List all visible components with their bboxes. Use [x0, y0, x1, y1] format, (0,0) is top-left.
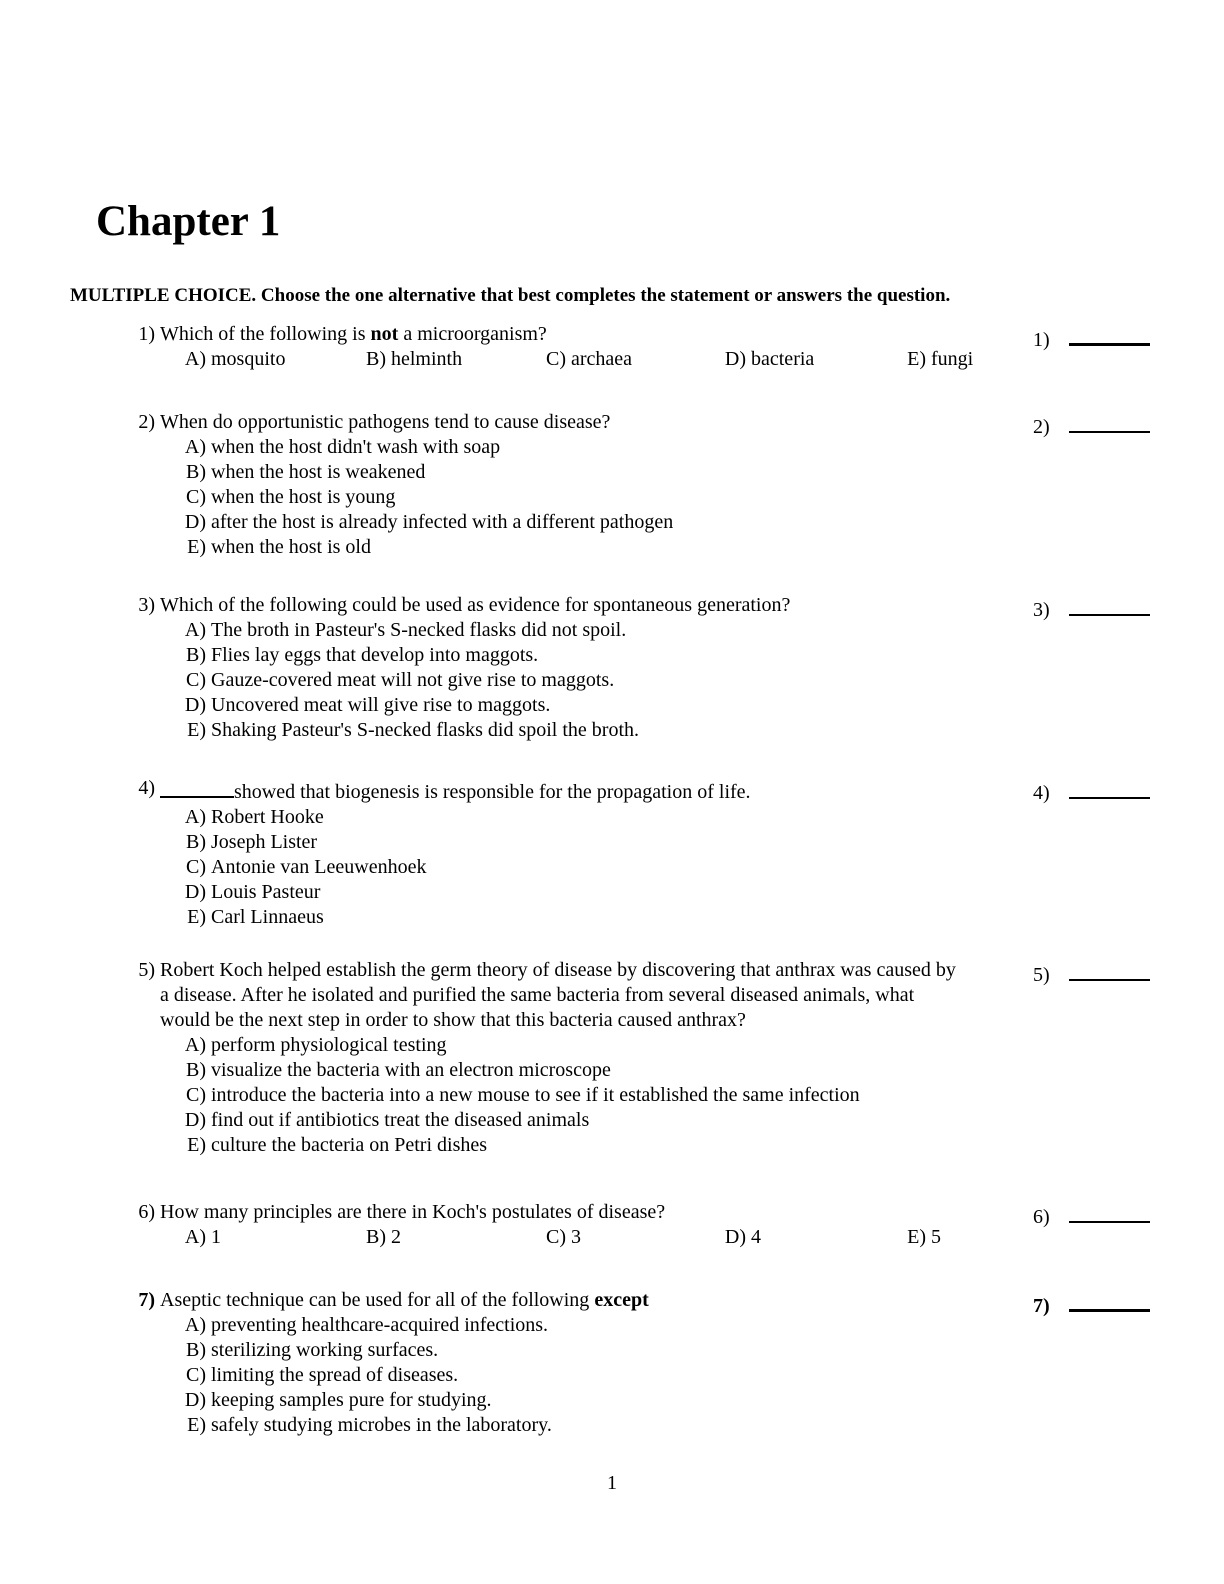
option-text: Robert Hooke: [211, 806, 324, 828]
stem-text: a microorganism?: [398, 323, 547, 345]
option-item: [182, 1388, 1224, 1413]
answer-number: 4): [1033, 782, 1050, 804]
options-column: [182, 1033, 1224, 1158]
answer-slot: [1033, 595, 1150, 623]
option-label: D): [184, 511, 206, 533]
option-text: bacteria: [751, 348, 815, 370]
stem-text: How many principles are there in Koch's postulates of disease?: [160, 1201, 666, 1223]
option-item: [722, 347, 902, 372]
option-label: A): [184, 1314, 206, 1336]
option-item: [182, 1083, 1224, 1108]
stem-text: showed that biogenesis is responsible for the propagation of life.: [234, 781, 751, 803]
answer-number: 2): [1033, 416, 1050, 438]
option-label: E): [187, 906, 206, 928]
option-text: visualize the bacteria with an electron microscope: [211, 1059, 611, 1081]
stem-text: would be the next step in order to show that this bacteria caused anthrax?: [160, 1009, 746, 1031]
answer-slot: [1033, 412, 1150, 440]
option-text: fungi: [931, 348, 974, 370]
option-item: [182, 485, 1224, 510]
option-text: Flies lay eggs that develop into maggots.: [211, 644, 539, 666]
answer-slot: [1033, 778, 1150, 806]
option-label: D): [724, 348, 746, 370]
option-text: sterilizing working surfaces.: [211, 1339, 439, 1361]
page-title: Chapter 1: [96, 198, 281, 245]
option-item: [182, 805, 1224, 830]
stem-text-bold: except: [594, 1289, 649, 1311]
option-label: B): [186, 831, 206, 853]
option-text: perform physiological testing: [211, 1034, 447, 1056]
answer-blank-line: [1069, 778, 1150, 799]
option-text: preventing healthcare-acquired infections.: [211, 1314, 549, 1336]
answer-number: 1): [1033, 329, 1050, 351]
answer-blank-line: [1069, 412, 1150, 433]
question-number: 4): [138, 777, 155, 799]
option-text: when the host is old: [211, 536, 371, 558]
option-label: A): [184, 619, 206, 641]
question-number: 1): [138, 323, 155, 345]
option-text: 5: [931, 1226, 941, 1248]
question-1: [0, 322, 1224, 372]
instructions-text: MULTIPLE CHOICE. Choose the one alternative that best completes the statement or answers the question.: [70, 285, 951, 306]
option-text: mosquito: [211, 348, 286, 370]
options-column: [182, 618, 1224, 743]
option-label: A): [184, 348, 206, 370]
option-label: E): [187, 536, 206, 558]
options-column: [182, 435, 1224, 560]
option-label: D): [184, 694, 206, 716]
option-text: 1: [211, 1226, 221, 1248]
page-number: 1: [607, 1472, 617, 1494]
answer-number: 3): [1033, 599, 1050, 621]
option-text: safely studying microbes in the laboratory.: [211, 1414, 552, 1436]
option-label: E): [187, 719, 206, 741]
option-text: keeping samples pure for studying.: [211, 1389, 492, 1411]
option-text: when the host is young: [211, 486, 396, 508]
option-text: 2: [391, 1226, 401, 1248]
option-item: [542, 1225, 722, 1250]
stem-text: When do opportunistic pathogens tend to cause disease?: [160, 411, 611, 433]
option-item: [182, 1225, 362, 1250]
stem-line: [160, 1008, 1224, 1033]
stem-text: a disease. After he isolated and purified the same bacteria from several diseased animals, what: [160, 984, 915, 1006]
answer-blank-line: [1069, 324, 1150, 346]
option-label: E): [187, 1134, 206, 1156]
option-item: [182, 1033, 1224, 1058]
option-item: [182, 830, 1224, 855]
question-5: [0, 958, 1224, 1158]
answer-slot: [1033, 324, 1150, 353]
option-label: B): [186, 461, 206, 483]
option-item: [182, 1133, 1224, 1158]
option-label: B): [186, 1339, 206, 1361]
stem-text: Robert Koch helped establish the germ theory of disease by discovering that anthrax was caused by: [160, 959, 956, 981]
option-label: D): [184, 1109, 206, 1131]
option-item: [182, 347, 362, 372]
option-text: 3: [571, 1226, 581, 1248]
option-label: E): [907, 348, 926, 370]
option-item: [182, 535, 1224, 560]
options-column: [182, 1313, 1224, 1438]
option-text: culture the bacteria on Petri dishes: [211, 1134, 488, 1156]
option-text: Gauze-covered meat will not give rise to maggots.: [211, 669, 615, 691]
option-item: [182, 1108, 1224, 1133]
option-item: [182, 718, 1224, 743]
option-item: [362, 347, 542, 372]
option-label: E): [907, 1226, 926, 1248]
stem-text: Aseptic technique can be used for all of the following: [160, 1289, 595, 1311]
option-text: when the host didn't wash with soap: [211, 436, 501, 458]
option-item: [542, 347, 722, 372]
stem-text: Which of the following is: [160, 323, 371, 345]
option-item: [182, 693, 1224, 718]
answer-number: 6): [1033, 1206, 1050, 1228]
option-label: D): [724, 1226, 746, 1248]
option-label: A): [184, 1034, 206, 1056]
question-3: [0, 593, 1224, 743]
option-label: B): [366, 348, 386, 370]
answer-blank-line: [1069, 595, 1150, 616]
option-label: C): [186, 486, 206, 508]
option-label: D): [184, 1389, 206, 1411]
fill-in-blank-line: [160, 776, 234, 798]
options-column: [182, 805, 1224, 930]
option-text: helminth: [391, 348, 463, 370]
option-label: C): [186, 856, 206, 878]
option-text: Antonie van Leeuwenhoek: [211, 856, 427, 878]
option-label: C): [186, 1364, 206, 1386]
option-label: C): [546, 1226, 566, 1248]
option-item: [182, 905, 1224, 930]
option-text: introduce the bacteria into a new mouse to see if it established the same infection: [211, 1084, 860, 1106]
stem-text-bold: not: [370, 323, 399, 345]
option-text: Carl Linnaeus: [211, 906, 324, 928]
option-text: find out if antibiotics treat the diseased animals: [211, 1109, 590, 1131]
option-item: [182, 1363, 1224, 1388]
option-text: limiting the spread of diseases.: [211, 1364, 459, 1386]
option-text: 4: [751, 1226, 761, 1248]
option-label: C): [186, 669, 206, 691]
option-text: Shaking Pasteur's S-necked flasks did spoil the broth.: [211, 719, 639, 741]
question-number: 3): [138, 594, 155, 616]
question-number: 5): [138, 959, 155, 981]
option-item: [182, 1058, 1224, 1083]
option-item: [182, 1338, 1224, 1363]
option-text: Louis Pasteur: [211, 881, 321, 903]
option-label: A): [184, 806, 206, 828]
stem-text: Which of the following could be used as evidence for spontaneous generation?: [160, 594, 791, 616]
answer-slot: [1033, 960, 1150, 988]
option-text: after the host is already infected with a different pathogen: [211, 511, 674, 533]
option-label: C): [186, 1084, 206, 1106]
answer-slot: [1033, 1290, 1150, 1319]
option-item: [182, 855, 1224, 880]
option-label: D): [184, 881, 206, 903]
question-6: [0, 1200, 1224, 1250]
answer-blank-line: [1069, 960, 1150, 981]
option-label: A): [184, 1226, 206, 1248]
option-label: C): [546, 348, 566, 370]
option-item: [722, 1225, 902, 1250]
option-text: The broth in Pasteur's S-necked flasks did not spoil.: [211, 619, 627, 641]
option-text: when the host is weakened: [211, 461, 426, 483]
option-label: E): [187, 1414, 206, 1436]
answer-blank-line: [1069, 1290, 1150, 1312]
answer-number: 7): [1033, 1295, 1050, 1317]
question-2: [0, 410, 1224, 560]
option-label: A): [184, 436, 206, 458]
question-7: [0, 1288, 1224, 1438]
question-number: 7): [138, 1289, 155, 1311]
answer-number: 5): [1033, 964, 1050, 986]
option-text: Joseph Lister: [211, 831, 318, 853]
option-item: [182, 1413, 1224, 1438]
option-label: B): [366, 1226, 386, 1248]
option-label: B): [186, 1059, 206, 1081]
answer-slot: [1033, 1202, 1150, 1230]
option-item: [182, 880, 1224, 905]
option-item: [182, 643, 1224, 668]
option-label: B): [186, 644, 206, 666]
question-number: 6): [138, 1201, 155, 1223]
option-item: [182, 668, 1224, 693]
question-number: 2): [138, 411, 155, 433]
option-item: [182, 460, 1224, 485]
question-4: [0, 776, 1224, 930]
option-item: [182, 510, 1224, 535]
option-text: Uncovered meat will give rise to maggots.: [211, 694, 551, 716]
option-item: [362, 1225, 542, 1250]
option-text: archaea: [571, 348, 633, 370]
answer-blank-line: [1069, 1202, 1150, 1223]
